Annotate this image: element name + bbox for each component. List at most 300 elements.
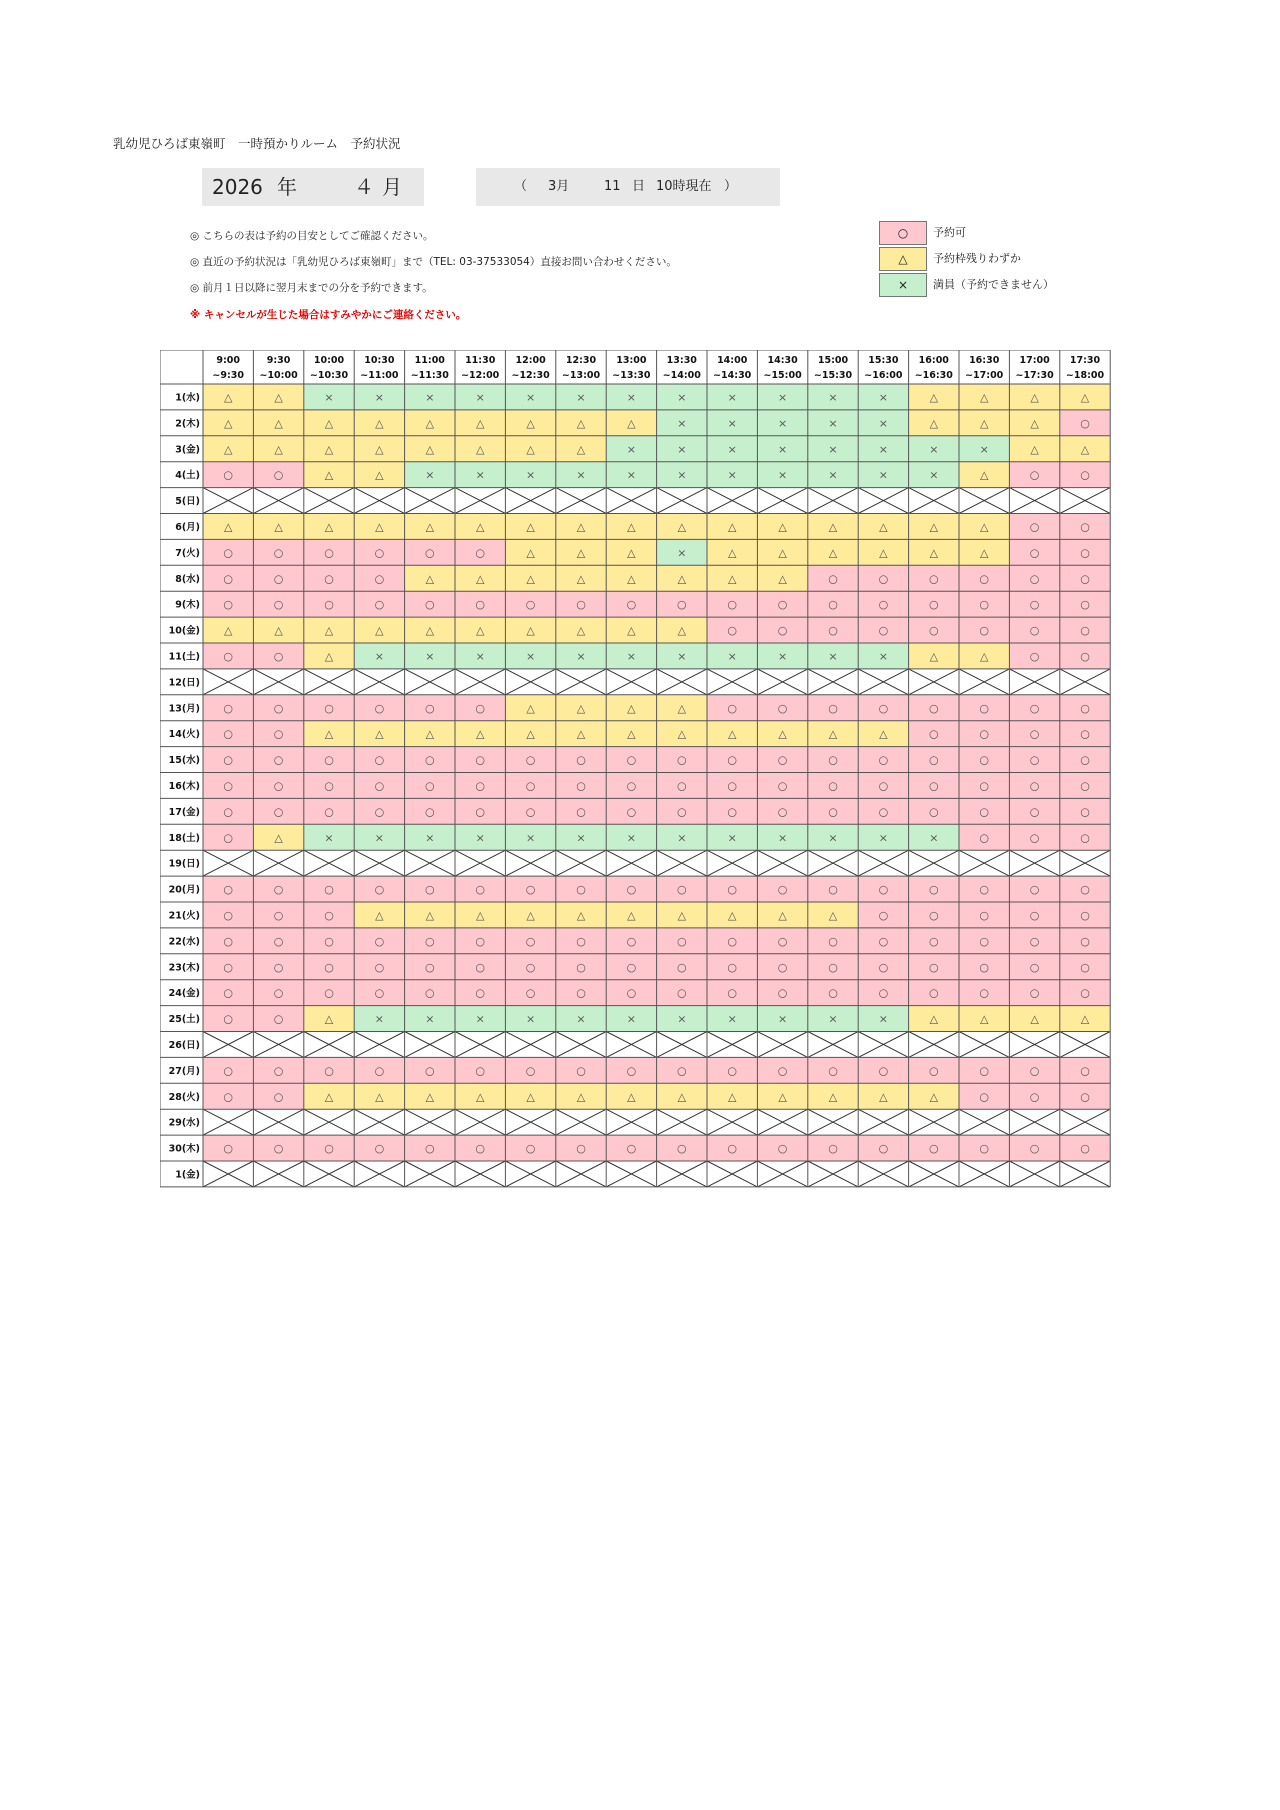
status-symbol: ○ (828, 934, 838, 948)
status-symbol: × (727, 416, 737, 430)
status-symbol: △ (375, 908, 384, 922)
status-symbol: ○ (878, 934, 889, 948)
status-symbol: △ (526, 727, 535, 741)
status-symbol: ○ (928, 934, 939, 948)
status-symbol: ○ (626, 779, 637, 793)
status-symbol: × (777, 416, 788, 430)
time-header-end: ~15:00 (763, 370, 802, 381)
status-symbol: △ (627, 416, 636, 430)
status-symbol: ○ (324, 960, 334, 974)
status-symbol: △ (1080, 1012, 1090, 1026)
status-symbol: ○ (223, 701, 234, 715)
status-symbol: △ (375, 520, 384, 534)
status-symbol: ○ (626, 1064, 637, 1078)
status-symbol: ○ (324, 986, 334, 1000)
status-symbol: ○ (676, 598, 687, 612)
status-symbol: × (374, 390, 385, 404)
status-symbol: ○ (727, 753, 738, 767)
status-symbol: △ (677, 624, 687, 638)
status-symbol: △ (576, 520, 586, 534)
status-symbol: ○ (828, 779, 838, 793)
as-of-time: 10時現在 (656, 179, 712, 194)
status-symbol: ○ (525, 1142, 536, 1156)
status-symbol: ○ (374, 934, 385, 948)
as-of-month: 3月 (548, 179, 570, 194)
status-symbol: ○ (424, 934, 435, 948)
day-label: 1(金) (175, 1169, 200, 1181)
status-symbol: ○ (1029, 1064, 1040, 1078)
status-symbol: ○ (223, 727, 234, 741)
status-symbol: × (425, 831, 435, 845)
status-symbol: ○ (1080, 934, 1090, 948)
status-symbol: ○ (1029, 883, 1040, 897)
status-symbol: × (525, 649, 536, 663)
status-symbol: × (425, 1012, 435, 1026)
status-symbol: × (475, 831, 485, 845)
status-symbol: △ (375, 624, 384, 638)
status-symbol: ○ (273, 1012, 284, 1026)
status-symbol: ○ (1080, 468, 1090, 482)
status-symbol: △ (1030, 442, 1039, 456)
status-symbol: ○ (777, 753, 788, 767)
status-symbol: × (626, 390, 637, 404)
status-symbol: × (929, 442, 939, 456)
status-symbol: ○ (928, 1064, 939, 1078)
status-symbol: ○ (273, 598, 284, 612)
month-unit: 月 (382, 175, 402, 199)
status-symbol: △ (475, 908, 485, 922)
status-symbol: ○ (1029, 753, 1040, 767)
day-label: 3(金) (175, 444, 200, 456)
status-symbol: △ (727, 520, 737, 534)
status-symbol: ○ (878, 779, 889, 793)
status-symbol: × (677, 1012, 687, 1026)
status-symbol: × (777, 468, 788, 482)
status-symbol: ○ (475, 701, 486, 715)
time-header-end: ~10:30 (309, 370, 349, 381)
status-symbol: ○ (878, 1142, 889, 1156)
status-symbol: × (475, 390, 485, 404)
note-1: ◎ こちらの表は予約の目安としてご確認ください。 (190, 230, 434, 242)
status-symbol: ○ (1080, 546, 1090, 560)
status-symbol: ○ (1080, 1142, 1090, 1156)
status-symbol: ○ (1029, 520, 1040, 534)
status-symbol: ○ (475, 1142, 486, 1156)
status-symbol: ○ (928, 779, 939, 793)
status-symbol: ○ (273, 1142, 284, 1156)
status-symbol: ○ (424, 546, 435, 560)
day-label: 11(土) (168, 651, 200, 663)
status-symbol: ○ (979, 883, 990, 897)
status-symbol: ○ (424, 986, 435, 1000)
status-symbol: ○ (1029, 831, 1040, 845)
day-label: 8(水) (175, 573, 200, 585)
status-symbol: ○ (374, 546, 385, 560)
status-symbol: ○ (676, 805, 687, 819)
status-symbol: × (677, 831, 687, 845)
status-symbol: △ (929, 1012, 939, 1026)
status-symbol: △ (979, 546, 989, 560)
as-of-day: 11 (604, 179, 621, 194)
status-symbol: ○ (374, 1064, 385, 1078)
status-symbol: △ (375, 442, 384, 456)
status-symbol: ○ (525, 598, 536, 612)
status-symbol: ○ (878, 624, 889, 638)
as-of-open-paren: （ (514, 179, 528, 194)
status-symbol: ○ (576, 598, 586, 612)
legend-swatch-available: ○ (879, 221, 927, 245)
status-symbol: △ (324, 649, 334, 663)
status-symbol: ○ (324, 546, 334, 560)
status-symbol: ○ (979, 779, 990, 793)
status-symbol: △ (677, 520, 687, 534)
status-symbol: ○ (828, 805, 838, 819)
status-symbol: ○ (1080, 520, 1090, 534)
day-label: 25(土) (168, 1014, 200, 1026)
status-symbol: ○ (1029, 598, 1040, 612)
status-symbol: ○ (1029, 468, 1040, 482)
status-symbol: × (576, 390, 586, 404)
status-symbol: × (828, 442, 838, 456)
status-symbol: ○ (273, 986, 284, 1000)
status-symbol: △ (425, 908, 435, 922)
status-symbol: ○ (928, 883, 939, 897)
status-symbol: × (525, 468, 536, 482)
status-symbol: ○ (223, 1142, 234, 1156)
status-symbol: × (374, 1012, 385, 1026)
status-symbol: × (878, 831, 889, 845)
time-header-start: 12:30 (565, 355, 597, 366)
status-symbol: ○ (576, 805, 586, 819)
status-symbol: ○ (324, 934, 334, 948)
status-symbol: ○ (1029, 727, 1040, 741)
status-symbol: × (677, 390, 687, 404)
status-symbol: ○ (223, 805, 234, 819)
status-symbol: ○ (676, 779, 687, 793)
status-symbol: ○ (576, 1142, 586, 1156)
status-symbol: ○ (576, 934, 586, 948)
status-symbol: △ (929, 520, 939, 534)
status-symbol: ○ (1080, 986, 1090, 1000)
status-symbol: × (425, 468, 435, 482)
status-symbol: ○ (727, 598, 738, 612)
legend-label-few: 予約枠残りわずか (933, 252, 1021, 265)
status-symbol: △ (324, 727, 334, 741)
time-header-start: 11:00 (414, 355, 445, 366)
status-symbol: × (576, 649, 586, 663)
status-symbol: ○ (727, 779, 738, 793)
status-symbol: ○ (878, 805, 889, 819)
status-symbol: △ (324, 468, 334, 482)
status-symbol: △ (576, 624, 586, 638)
status-symbol: ○ (1080, 649, 1090, 663)
status-symbol: △ (223, 624, 233, 638)
status-symbol: △ (627, 546, 636, 560)
status-symbol: ○ (223, 546, 234, 560)
status-symbol: ○ (576, 753, 586, 767)
status-symbol: ○ (1029, 986, 1040, 1000)
status-symbol: ○ (576, 1064, 586, 1078)
status-symbol: ○ (727, 624, 738, 638)
status-symbol: △ (778, 572, 787, 586)
status-symbol: ○ (777, 960, 788, 974)
status-symbol: ○ (374, 986, 385, 1000)
status-symbol: △ (627, 908, 636, 922)
corner-cell (160, 350, 203, 384)
status-symbol: △ (475, 1090, 485, 1104)
status-symbol: ○ (828, 1064, 838, 1078)
year-value: 2026 (212, 175, 263, 199)
status-symbol: ○ (424, 960, 435, 974)
status-symbol: ○ (223, 934, 234, 948)
time-header-start: 9:00 (216, 355, 241, 366)
status-symbol: △ (425, 520, 435, 534)
status-symbol: △ (475, 442, 485, 456)
time-header-end: ~14:00 (662, 370, 701, 381)
status-symbol: ○ (626, 986, 637, 1000)
status-symbol: × (777, 1012, 788, 1026)
status-symbol: ○ (475, 934, 486, 948)
status-symbol: △ (778, 520, 787, 534)
status-symbol: × (425, 649, 435, 663)
status-symbol: △ (627, 701, 636, 715)
status-symbol: ○ (223, 598, 234, 612)
status-symbol: △ (727, 727, 737, 741)
status-symbol: ○ (878, 908, 889, 922)
status-symbol: ○ (1029, 960, 1040, 974)
status-symbol: ○ (424, 701, 435, 715)
status-symbol: ○ (979, 1064, 990, 1078)
status-symbol: △ (828, 546, 838, 560)
status-symbol: ○ (878, 598, 889, 612)
status-symbol: △ (274, 390, 283, 404)
day-label: 17(金) (168, 806, 200, 818)
status-symbol: ○ (374, 1142, 385, 1156)
day-label: 14(火) (168, 729, 200, 741)
status-symbol: ○ (878, 572, 889, 586)
status-symbol: ○ (676, 1064, 687, 1078)
day-label: 19(日) (168, 858, 200, 870)
status-symbol: △ (677, 727, 687, 741)
status-symbol: × (878, 468, 889, 482)
status-symbol: × (878, 390, 889, 404)
status-symbol: △ (1030, 390, 1039, 404)
time-header-end: ~11:30 (410, 370, 449, 381)
status-symbol: × (727, 649, 737, 663)
status-symbol: ○ (979, 805, 990, 819)
status-symbol: ○ (928, 701, 939, 715)
day-label: 10(金) (168, 625, 200, 637)
status-symbol: ○ (777, 779, 788, 793)
status-symbol: ○ (273, 572, 284, 586)
status-symbol: ○ (777, 1142, 788, 1156)
status-symbol: △ (223, 390, 233, 404)
status-symbol: ○ (828, 986, 838, 1000)
status-symbol: △ (526, 701, 535, 715)
year-unit: 年 (277, 175, 297, 199)
status-symbol: ○ (223, 753, 234, 767)
status-symbol: ○ (676, 1142, 687, 1156)
status-symbol: ○ (1080, 779, 1090, 793)
status-symbol: ○ (1029, 1090, 1040, 1104)
status-symbol: ○ (928, 805, 939, 819)
note-2: ◎ 直近の予約状況は「乳幼児ひろば東嶺町」まで（TEL: 03-37533054）直接お問い合わせください。 (190, 256, 677, 268)
status-symbol: ○ (273, 1064, 284, 1078)
status-symbol: △ (274, 831, 283, 845)
status-symbol: ○ (475, 986, 486, 1000)
day-label: 1(水) (175, 392, 200, 404)
status-symbol: △ (627, 624, 636, 638)
status-symbol: ○ (223, 572, 234, 586)
status-symbol: ○ (727, 883, 738, 897)
day-label: 5(日) (175, 496, 200, 508)
status-symbol: △ (375, 727, 384, 741)
status-symbol: ○ (828, 1142, 838, 1156)
time-header-start: 10:00 (313, 355, 345, 366)
time-header-end: ~13:30 (612, 370, 651, 381)
status-symbol: × (777, 390, 788, 404)
day-label: 13(月) (168, 703, 200, 715)
status-symbol: △ (979, 416, 989, 430)
status-symbol: × (677, 649, 687, 663)
status-symbol: × (475, 468, 485, 482)
status-symbol: ○ (223, 986, 234, 1000)
status-symbol: △ (727, 1090, 737, 1104)
status-symbol: ○ (626, 598, 637, 612)
status-symbol: △ (778, 727, 787, 741)
status-symbol: △ (979, 468, 989, 482)
status-symbol: ○ (273, 908, 284, 922)
as-of-box (476, 168, 780, 206)
status-symbol: △ (828, 1090, 838, 1104)
status-symbol: × (475, 649, 485, 663)
status-symbol: ○ (828, 624, 838, 638)
status-symbol: × (677, 416, 687, 430)
status-symbol: × (475, 1012, 485, 1026)
status-symbol: ○ (626, 753, 637, 767)
status-symbol: ○ (777, 805, 788, 819)
status-symbol: × (677, 468, 687, 482)
status-symbol: ○ (324, 779, 334, 793)
status-symbol: × (626, 1012, 637, 1026)
status-symbol: △ (475, 727, 485, 741)
status-symbol: ○ (979, 727, 990, 741)
status-symbol: ○ (223, 779, 234, 793)
status-symbol: ○ (324, 1064, 334, 1078)
status-symbol: △ (223, 520, 233, 534)
time-header-start: 12:00 (515, 355, 546, 366)
status-symbol: ○ (727, 934, 738, 948)
status-symbol: △ (979, 649, 989, 663)
status-symbol: ○ (475, 883, 486, 897)
status-symbol: △ (526, 908, 535, 922)
status-symbol: △ (475, 572, 485, 586)
day-label: 18(土) (168, 832, 200, 844)
time-header-start: 15:00 (817, 355, 849, 366)
status-symbol: ○ (223, 468, 234, 482)
status-symbol: × (525, 831, 536, 845)
status-symbol: ○ (223, 1064, 234, 1078)
status-symbol: ○ (525, 779, 536, 793)
status-symbol: ○ (1029, 572, 1040, 586)
status-symbol: ○ (424, 805, 435, 819)
status-symbol: △ (929, 1090, 939, 1104)
status-symbol: ○ (273, 753, 284, 767)
day-label: 21(火) (168, 910, 200, 922)
status-symbol: △ (274, 520, 283, 534)
status-symbol: △ (778, 1090, 787, 1104)
status-symbol: ○ (273, 805, 284, 819)
status-symbol: ○ (979, 960, 990, 974)
time-header-start: 17:00 (1019, 355, 1050, 366)
status-symbol: ○ (273, 468, 284, 482)
status-symbol: △ (828, 727, 838, 741)
status-symbol: × (878, 442, 889, 456)
status-symbol: × (576, 468, 586, 482)
status-symbol: ○ (928, 986, 939, 1000)
status-symbol: ○ (374, 701, 385, 715)
status-symbol: ○ (928, 960, 939, 974)
status-symbol: ○ (979, 934, 990, 948)
status-symbol: ○ (777, 934, 788, 948)
status-symbol: △ (627, 520, 636, 534)
status-symbol: △ (375, 1090, 384, 1104)
time-header-end: ~13:00 (561, 370, 601, 381)
status-symbol: ○ (374, 598, 385, 612)
status-symbol: ○ (727, 1142, 738, 1156)
status-symbol: △ (526, 546, 535, 560)
status-symbol: ○ (878, 960, 889, 974)
status-symbol: ○ (273, 649, 284, 663)
day-label: 15(水) (168, 755, 200, 767)
status-symbol: ○ (525, 986, 536, 1000)
status-symbol: ○ (273, 1090, 284, 1104)
status-symbol: ○ (1080, 960, 1090, 974)
status-symbol: × (727, 1012, 737, 1026)
status-symbol: ○ (928, 727, 939, 741)
status-symbol: △ (1030, 1012, 1039, 1026)
status-symbol: × (727, 442, 737, 456)
status-symbol: ○ (979, 1142, 990, 1156)
status-symbol: × (324, 390, 334, 404)
status-symbol: △ (324, 1012, 334, 1026)
status-symbol: △ (526, 520, 535, 534)
status-symbol: ○ (475, 805, 486, 819)
status-symbol: ○ (727, 805, 738, 819)
status-symbol: × (878, 1012, 889, 1026)
status-symbol: △ (879, 727, 888, 741)
status-symbol: × (525, 1012, 536, 1026)
status-symbol: ○ (576, 960, 586, 974)
status-symbol: △ (223, 442, 233, 456)
status-symbol: ○ (1029, 649, 1040, 663)
status-symbol: ○ (626, 934, 637, 948)
status-symbol: × (828, 1012, 838, 1026)
status-symbol: ○ (324, 598, 334, 612)
day-label: 24(金) (168, 988, 200, 1000)
status-symbol: △ (727, 908, 737, 922)
status-symbol: ○ (979, 598, 990, 612)
status-symbol: △ (576, 908, 586, 922)
status-symbol: ○ (676, 934, 687, 948)
status-symbol: ○ (626, 960, 637, 974)
status-symbol: × (727, 390, 737, 404)
status-symbol: ○ (324, 701, 334, 715)
status-symbol: ○ (979, 572, 990, 586)
status-symbol: △ (576, 701, 586, 715)
status-symbol: × (626, 831, 637, 845)
status-symbol: △ (677, 1090, 687, 1104)
